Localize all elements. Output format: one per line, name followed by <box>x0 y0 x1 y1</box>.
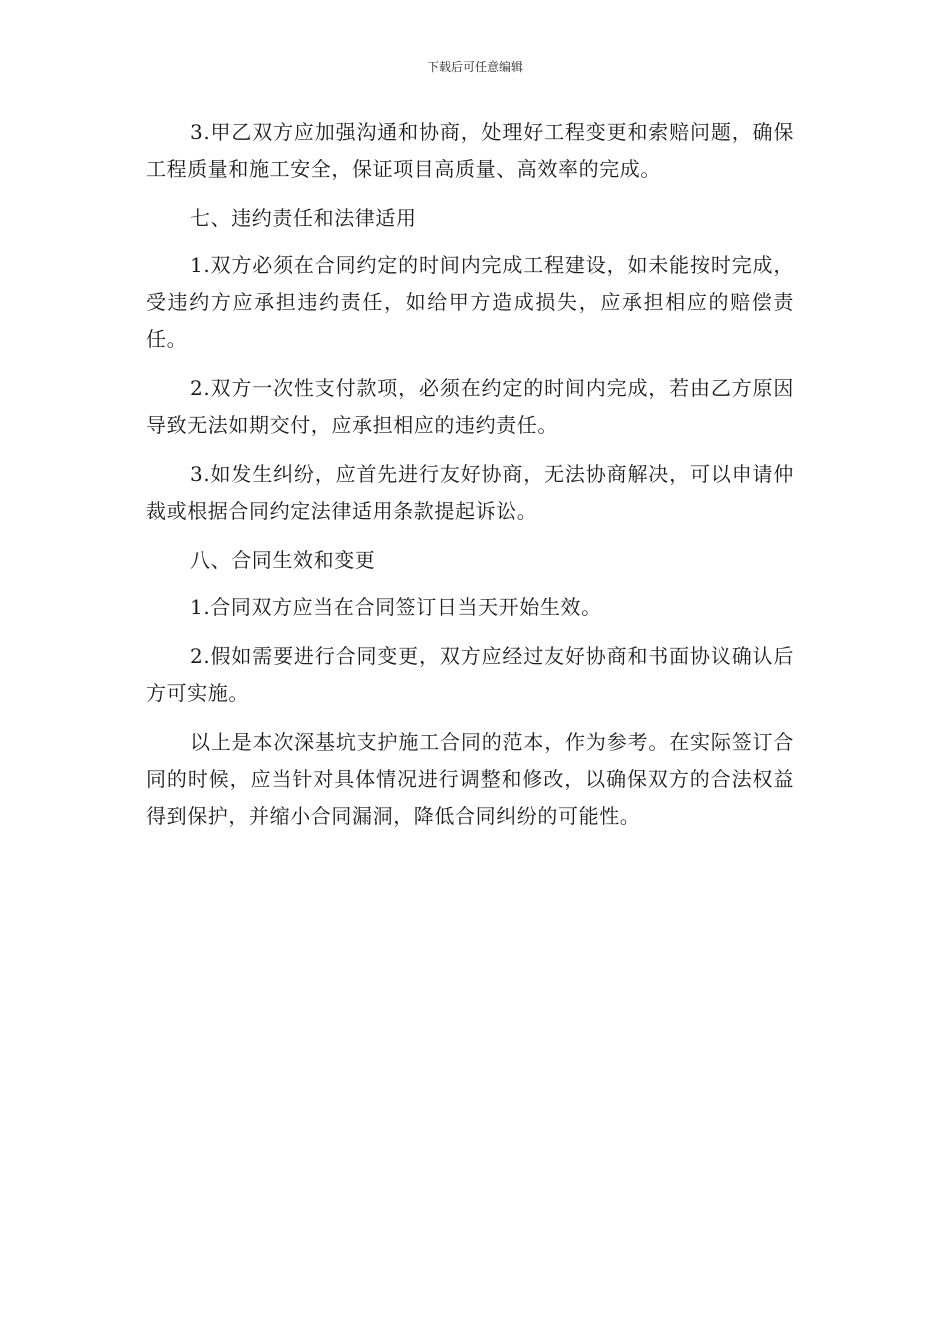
clause-paragraph: 3.甲乙双方应加强沟通和协商，处理好工程变更和索赔问题，确保工程质量和施工安全，保证项目高质量、高效率的完成。 <box>146 120 794 181</box>
page-header-watermark: 下载后可任意编辑 <box>426 60 523 74</box>
clause-paragraph: 1.合同双方应当在合同签订日当天开始生效。 <box>190 595 602 619</box>
section-heading: 七、违约责任和法律适用 <box>190 206 417 230</box>
closing-paragraph: 以上是本次深基坑支护施工合同的范本，作为参考。在实际签订合同的时候，应当针对具体情况进行调整和修改，以确保双方的合法权益得到保护，并缩小合同漏洞，降低合同纠纷的可能性。 <box>146 730 794 828</box>
clause-paragraph: 2.双方一次性支付款项，必须在约定的时间内完成，若由乙方原因导致无法如期交付，应承担相应的违约责任。 <box>146 376 794 437</box>
section-heading: 八、合同生效和变更 <box>190 548 376 572</box>
clause-paragraph: 2.假如需要进行合同变更，双方应经过友好协商和书面协议确认后方可实施。 <box>146 644 794 705</box>
clause-paragraph: 3.如发生纠纷，应首先进行友好协商，无法协商解决，可以申请仲裁或根据合同约定法律适用条款提起诉讼。 <box>146 462 794 523</box>
document-body <box>146 114 794 847</box>
clause-paragraph: 1.双方必须在合同约定的时间内完成工程建设，如未能按时完成，受违约方应承担违约责任，如给甲方造成损失，应承担相应的赔偿责任。 <box>146 253 794 351</box>
